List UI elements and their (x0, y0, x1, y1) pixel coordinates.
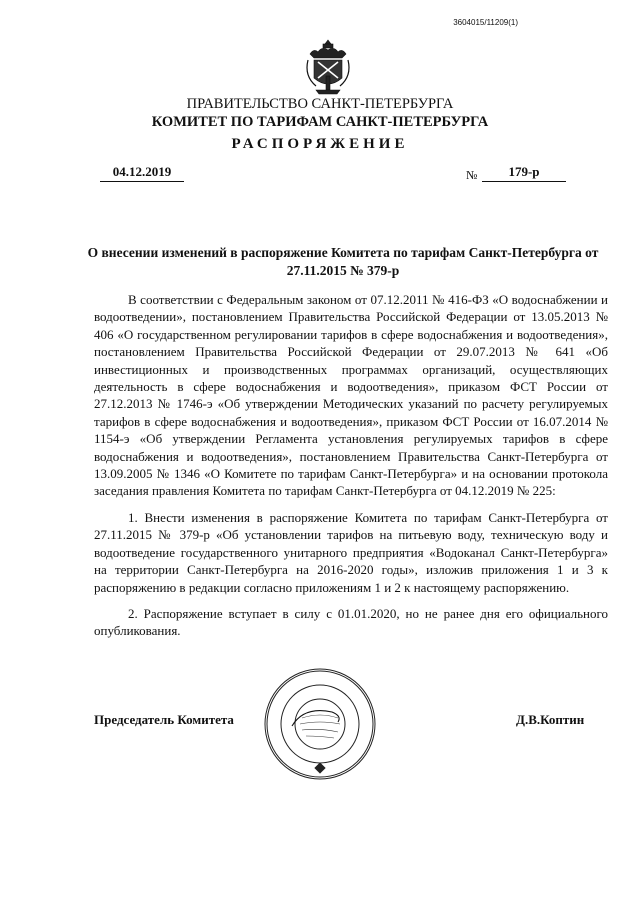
preamble-paragraph: В соответствии с Федеральным законом от 07.12.2011 № 416-ФЗ «О водоснабжении и водоотведении», постановлением Правительства Российской Федерации от 13.05.2013 № 406 «О государственном регулировании тарифов в сфере водоснабжения и водоотведения», постановлением Правительства Российской Федерации от 29.07.2013 № 641 «Об инвестиционных и производственных программах организаций, осуществляющих деятельность в сфере водоснабжения и водоотведения», приказом ФСТ России от 27.12.2013 № 1746-э «Об утверждении Методических указаний по расчету регулируемых тарифов в сфере водоснабжения и водоотведения», приказом ФСТ России от 16.07.2014 № 1154-э «Об утверждении Регламента установления регулируемых тарифов в сфере водоснабжения и водоотведения», постановлением Правительства Санкт-Петербурга от 13.09.2005 № 1346 «О Комитете по тарифам Санкт-Петербурга» и на основании протокола заседания правления Комитета по тарифам Санкт-Петербурга от 04.12.2019 № 225: (94, 292, 608, 499)
document-subject: О внесении изменений в распоряжение Комитета по тарифам Санкт-Петербурга от 27.11.2015 № 379-р (87, 245, 599, 278)
signatory-name: Д.В.Коптин (516, 712, 585, 727)
signatory-position: Председатель Комитета (94, 712, 234, 727)
committee-title: КОМИТЕТ ПО ТАРИФАМ САНКТ-ПЕТЕРБУРГА (151, 114, 489, 130)
document-number: 179-р (482, 164, 566, 182)
document-type: РАСПОРЯЖЕНИЕ (231, 136, 409, 152)
number-sign: № (466, 168, 478, 182)
clause-1-paragraph: 1. Внести изменения в распоряжение Комитета по тарифам Санкт-Петербурга от 27.11.2015 № 379-р «Об установлении тарифов на питьевую воду, техническую воду и водоотведение государственного унитарного предприятия «Водоканал Санкт-Петербурга» на территории Санкт-Петербурга на 2016-2020 годы», изложив приложения 1 и 3 к распоряжению в редакции согласно приложениям 1 и 2 к настоящему распоряжению. (94, 509, 608, 595)
government-title: ПРАВИТЕЛЬСТВО САНКТ-ПЕТЕРБУРГА (186, 96, 454, 112)
document-id: 3604015/11209(1) (453, 18, 518, 27)
document-body (94, 291, 608, 649)
coat-of-arms-icon (302, 38, 354, 96)
official-stamp-icon (262, 666, 378, 782)
document-date: 04.12.2019 (100, 164, 184, 182)
clause-2-paragraph: 2. Распоряжение вступает в силу с 01.01.2020, но не ранее дня его официального опубликования. (94, 605, 608, 639)
